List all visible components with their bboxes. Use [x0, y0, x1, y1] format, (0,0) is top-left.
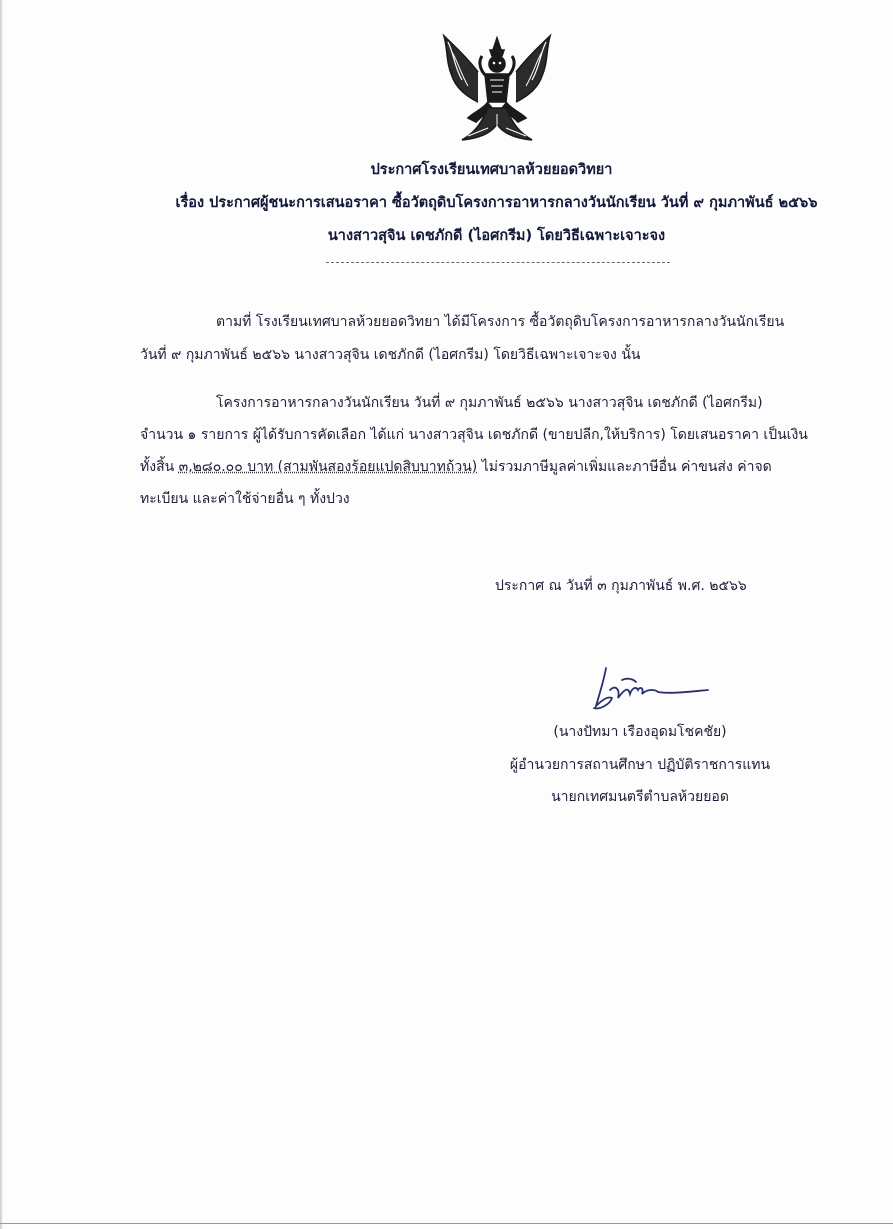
- paragraph-2-line-2: จำนวน ๑ รายการ ผู้ได้รับการคัดเลือก ได้แก่ นางสาวสุจิน เดชภักดี (ขายปลีก,ให้บริการ) โดยเสนอราคา เป็นเงิน: [140, 427, 808, 443]
- heading-divider: [326, 262, 670, 263]
- paragraph-2-line-3: [140, 456, 772, 478]
- amount-suffix: ไม่รวมภาษีมูลค่าเพิ่มและภาษีอื่น ค่าขนส่ง ค่าจด: [481, 459, 772, 475]
- garuda-emblem-icon: [438, 32, 556, 148]
- contract-amount: ๓,๒๘๐.๐๐ บาท (สามพันสองร้อยแปดสิบบาทถ้วน): [178, 459, 478, 475]
- announcement-date: ประกาศ ณ วันที่ ๓ กุมภาพันธ์ พ.ศ. ๒๕๖๖: [495, 578, 747, 594]
- signatory-name: (นางปัทมา เรืองอุดมโชคชัย): [553, 724, 727, 740]
- paragraph-2-line-1: โครงการอาหารกลางวันนักเรียน วันที่ ๙ กุมภาพันธ์ ๒๕๖๖ นางสาวสุจิน เดชภักดี (ไอศกรีม): [216, 395, 763, 411]
- amount-prefix: ทั้งสิ้น: [140, 459, 175, 475]
- paragraph-2-line-4: ทะเบียน และค่าใช้จ่ายอื่น ๆ ทั้งปวง: [140, 491, 350, 507]
- announcement-title: ประกาศโรงเรียนเทศบาลห้วยยอดวิทยา: [370, 162, 613, 178]
- announcement-subject: เรื่อง ประกาศผู้ชนะการเสนอราคา ซื้อวัตถุดิบโครงการอาหารกลางวันนักเรียน วันที่ ๙ กุมภาพันธ์ ๒๕๖๖: [175, 195, 818, 211]
- scan-edge-shadow: [0, 0, 3, 1229]
- announcement-vendor-line: นางสาวสุจิน เดชภักดี (ไอศกรีม) โดยวิธีเฉพาะเจาะจง: [327, 228, 666, 244]
- paragraph-1-line-1: ตามที่ โรงเรียนเทศบาลห้วยยอดวิทยา ได้มีโครงการ ซื้อวัตถุดิบโครงการอาหารกลางวันนักเรียน: [216, 314, 785, 330]
- signatory-position-1: ผู้อำนวยการสถานศึกษา ปฏิบัติราชการแทน: [509, 757, 771, 773]
- signature-image: [586, 660, 716, 720]
- paragraph-1-line-2: วันที่ ๙ กุมภาพันธ์ ๒๕๖๖ นางสาวสุจิน เดชภักดี (ไอศกรีม) โดยวิธีเฉพาะเจาะจง นั้น: [140, 347, 641, 363]
- signatory-position-2: นายกเทศมนตรีตำบลห้วยยอด: [551, 789, 729, 805]
- scan-bottom-edge: [0, 1223, 893, 1224]
